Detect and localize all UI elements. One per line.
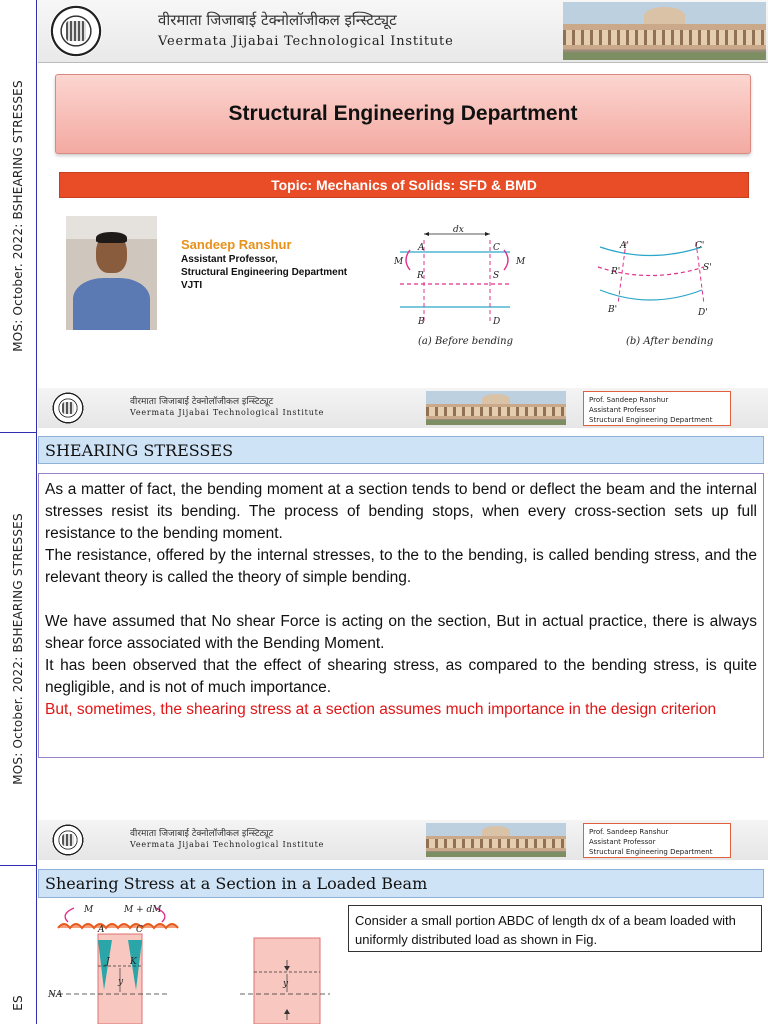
presenter-name: Sandeep Ranshur xyxy=(181,237,292,252)
section-heading: Shearing Stress at a Section in a Loaded Beam xyxy=(38,869,764,898)
institute-english-name: Veermata Jijabai Technological Institute xyxy=(158,34,454,49)
institute-hindi-name: वीरमाता जिजाबाई टेक्नोलॉजीकल इन्स्टिट्यूट xyxy=(130,397,274,407)
paragraph: We have assumed that No shear Force is acting on the section, But in actual practice, there is always shear force associated with the Bending Moment. xyxy=(45,613,757,652)
after-R: R' xyxy=(611,267,621,277)
after-A: A' xyxy=(620,241,629,251)
shearing-stress-textbox xyxy=(38,473,764,758)
point-A: A xyxy=(98,925,105,935)
before-A: A xyxy=(418,243,425,253)
paragraph: It has been observed that the effect of shearing stress, as compared to the bending stress, is quite negligible, and is not of much importance. xyxy=(45,657,757,696)
before-D: D xyxy=(493,317,501,327)
after-caption: (b) After bending xyxy=(626,336,714,347)
prof-title: Assistant Professor xyxy=(589,406,656,414)
moment-M-dM: M + dM xyxy=(124,905,162,915)
institute-crest-logo xyxy=(50,5,102,57)
institute-hindi-name: वीरमाता जिजाबाई टेक्नोलॉजीकल इन्स्टिट्यूट xyxy=(130,829,274,839)
after-B: B' xyxy=(608,305,618,315)
moment-M: M xyxy=(84,905,94,915)
neutral-axis-label: NA xyxy=(48,990,63,1000)
institute-crest-logo xyxy=(52,392,84,424)
bending-diagram xyxy=(380,212,720,352)
sidebar-rule xyxy=(36,0,37,1024)
presenter-photo xyxy=(66,216,157,330)
prof-name: Prof. Sandeep Ranshur xyxy=(589,396,669,404)
department-title: Structural Engineering Department xyxy=(55,74,751,154)
sidebar-slide-1 xyxy=(0,0,36,432)
after-C: C' xyxy=(695,241,705,251)
before-C: C xyxy=(493,243,500,253)
prof-dept: Structural Engineering Department xyxy=(589,848,713,856)
institute-header-banner xyxy=(38,0,768,63)
institute-english-name: Veermata Jijabai Technological Institute xyxy=(130,840,325,849)
distance-y: y xyxy=(118,977,124,987)
before-caption: (a) Before bending xyxy=(418,336,514,347)
institute-hindi-name: वीरमाता जिजाबाई टेक्नोलॉजीकल इन्स्टिट्यूट xyxy=(158,11,397,29)
topic-banner: Topic: Mechanics of Solids: SFD & BMD xyxy=(59,172,749,198)
before-M-left: M xyxy=(394,257,404,267)
dx-label: dx xyxy=(453,225,464,235)
institute-building-photo xyxy=(426,391,566,425)
prof-dept: Structural Engineering Department xyxy=(589,416,713,424)
institute-english-name: Veermata Jijabai Technological Institute xyxy=(130,408,325,417)
sidebar-slide-3 xyxy=(0,866,36,1024)
before-S: S xyxy=(493,271,500,281)
point-J: J xyxy=(106,957,110,967)
presenter-title: Assistant Professor, xyxy=(181,254,278,265)
paragraph: As a matter of fact, the bending moment at a section tends to bend or deflect the beam and the internal stresses resist its bending. The process of bending stops, when every cross-section sets up full resistance to the bending moment. xyxy=(45,481,757,542)
beam-section-diagram xyxy=(40,900,340,1024)
slide-footer-banner xyxy=(38,388,768,428)
institute-crest-logo xyxy=(52,824,84,856)
description-textbox: Consider a small portion ABDC of length dx of a beam loaded with uniformly distributed load as shown in Fig. xyxy=(348,905,762,952)
after-bending-figure xyxy=(598,241,713,347)
udl-load xyxy=(58,924,178,928)
section-y: y xyxy=(283,979,289,989)
before-bending-figure xyxy=(393,225,526,347)
presenter-department: Structural Engineering Department xyxy=(181,267,348,278)
before-M-right: M xyxy=(516,257,526,267)
sidebar-slide-2 xyxy=(0,433,36,865)
after-D: D' xyxy=(698,308,708,318)
before-B: B xyxy=(418,317,425,327)
after-S: S' xyxy=(703,263,712,273)
sidebar-label: MOS: October. 2022: BSHEARING STRESSES xyxy=(11,513,26,785)
paragraph: The resistance, offered by the internal stresses, to the to the bending, is called bending stress, and the relevant theory is called the theory of simple bending. xyxy=(45,547,757,586)
prof-title: Assistant Professor xyxy=(589,838,656,846)
before-R: R xyxy=(417,271,424,281)
point-C: C xyxy=(136,925,143,935)
presenter-info-box xyxy=(583,823,731,858)
presenter-institute: VJTI xyxy=(181,280,203,291)
sidebar-label: MOS: October. 2022: BSHEARING STRESSES xyxy=(11,80,26,352)
sidebar-label-partial: ES xyxy=(10,995,25,1011)
institute-building-photo xyxy=(563,2,766,60)
highlight-paragraph: But, sometimes, the shearing stress at a section assumes much importance in the design criterion xyxy=(45,701,717,718)
institute-building-photo xyxy=(426,823,566,857)
slide-footer-banner xyxy=(38,820,768,860)
point-K: K xyxy=(130,957,137,967)
prof-name: Prof. Sandeep Ranshur xyxy=(589,828,669,836)
section-heading: SHEARING STRESSES xyxy=(38,436,764,464)
presenter-info-box xyxy=(583,391,731,426)
